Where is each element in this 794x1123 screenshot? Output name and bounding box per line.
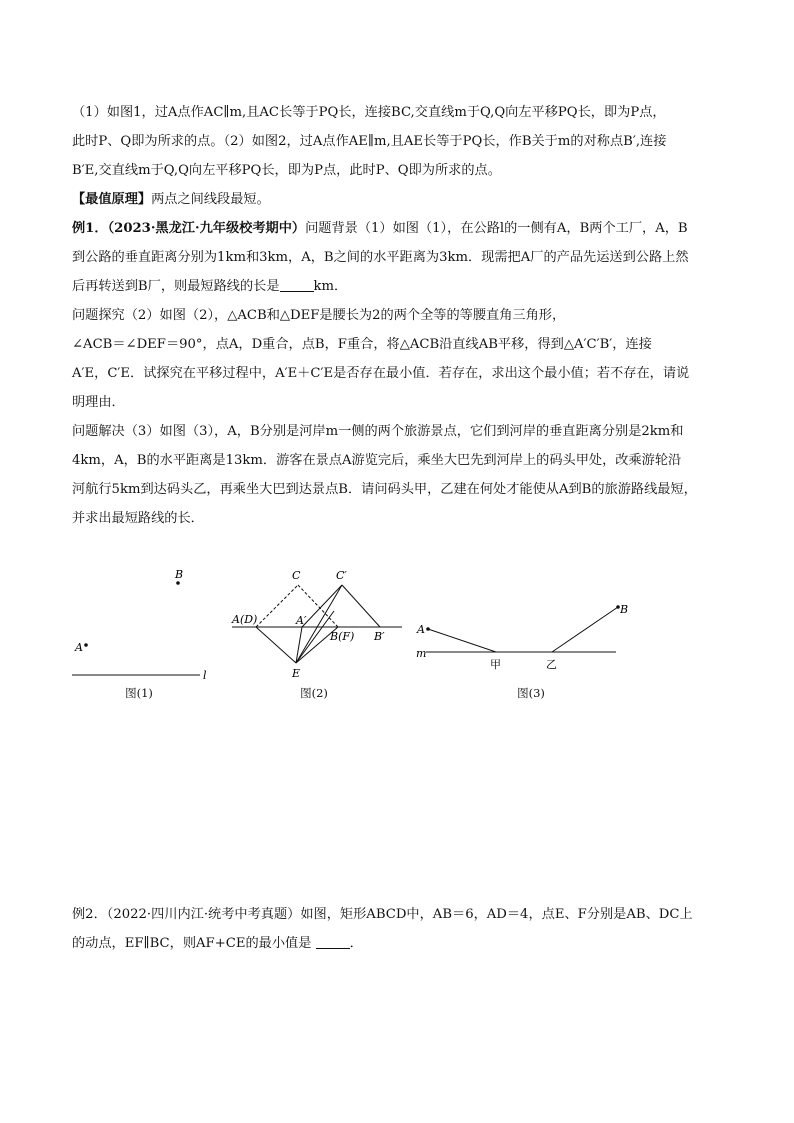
fig2-side-de <box>256 627 296 663</box>
example1-q2-l1: 问题探究（2）如图（2），△ACB和△DEF是腰长为2的两个全等的等腰直角三角形， <box>72 308 566 323</box>
fig3-seg-yi-b <box>552 607 618 652</box>
fig2-side-c2b2 <box>342 585 380 627</box>
example1-line-1 <box>72 214 724 243</box>
figure-3-svg <box>414 565 634 695</box>
example1-q1-l1: 问题背景（1）如图（1），在公路l的一侧有A，B两个工厂，A，B <box>305 221 688 236</box>
solution-line-3: B′E,交直线m于Q,Q向左平移PQ长，即为P点，此时P、Q即为所求的点。 <box>72 163 501 178</box>
fig3-label-a: A <box>417 623 425 636</box>
fig3-label-m: m <box>416 647 427 660</box>
solution-line-2: 此时P、Q即为所求的点。（2）如图2，过A点作AE∥m,且AE长等于PQ长，作B关于m的对称点B′,连接 <box>72 134 667 149</box>
principle-line <box>72 185 724 214</box>
figure-2-svg <box>230 565 410 695</box>
answer-blank-2 <box>316 934 350 949</box>
example1-q2-l4: 明理由． <box>72 395 125 410</box>
figures-row <box>72 565 712 710</box>
example1-q2-l3: A′E，C′E．试探究在平移过程中，A′E＋C′E是否存在最小值．若存在，求出这个最小值；若不存在，请说 <box>72 366 690 381</box>
fig1-caption: 图(1) <box>125 686 153 700</box>
fig3-label-yi: 乙 <box>546 658 557 671</box>
example1-q3-l3: 河航行5km到达码头乙，再乘坐大巴到达景点B．请问码头甲，乙建在何处才能使从A到B的旅游路线最短， <box>72 482 697 497</box>
fig3-seg-a-jia <box>428 629 496 652</box>
fig1-label-l: l <box>203 669 207 682</box>
figure-2 <box>230 565 410 699</box>
example1-q1-l3 <box>72 272 724 301</box>
example1-q1-l2: 到公路的垂直距离分别为1km和3km，A，B之间的水平距离为3km．现需把A厂的产品先运送到公路上然 <box>72 250 689 265</box>
example1-q1-l3b: km． <box>313 279 348 294</box>
fig1-point-a <box>84 643 88 647</box>
fig2-label-bf: B(F) <box>330 630 355 643</box>
fig2-label-a2: A′ <box>296 614 307 627</box>
fig3-label-jia: 甲 <box>490 658 501 671</box>
principle-text: 两点之间线段最短。 <box>151 192 270 207</box>
fig2-dashed-ac <box>256 585 298 627</box>
example2-line-2a: 的动点，EF∥BC，则AF+CE的最小值是 <box>72 936 312 951</box>
fig3-label-b: B <box>620 603 629 616</box>
figure-1-svg <box>72 565 212 695</box>
fig1-label-a: A <box>75 641 83 654</box>
solution-line-1: （1）如图1，过A点作AC∥m,且AC长等于PQ长，连接BC,交直线m于Q,Q向左平移PQ长，即为P点， <box>72 105 666 120</box>
fig1-point-b <box>176 581 180 585</box>
fig2-label-e: E <box>292 667 301 680</box>
example2-block <box>72 900 724 958</box>
example1-q1-l3a: 后再转送到B厂，则最短路线的长是 <box>72 279 280 294</box>
example1-q3-l2: 4km，A，B的水平距离是13km．游客在景点A游览完后，乘坐大巴先到河岸上的码头甲处，改乘游轮沿 <box>72 453 682 468</box>
example1-q3-l1: 问题解决（3）如图（3），A，B分别是河岸m一侧的两个旅游景点，它们到河岸的垂直距离分别是2km和 <box>72 424 684 439</box>
example1-head: 例1．（2023·黑龙江·九年级校考期中） <box>72 221 306 236</box>
fig2-label-c2: C′ <box>336 569 347 582</box>
fig1-label-b: B <box>175 568 184 581</box>
figure-3 <box>414 565 634 699</box>
fig2-label-ad: A(D) <box>232 613 258 626</box>
example1-q2-l2: ∠ACB＝∠DEF＝90°，点A，D重合，点B，F重合，将△ACB沿直线AB平移，得到△A′C′B′，连接 <box>72 337 652 352</box>
fig2-caption: 图(2) <box>300 686 328 700</box>
example2-line-2 <box>72 929 724 958</box>
example2-line-1: 例2．（2022·四川内江·统考中考真题）如图，矩形ABCD中，AB＝6，AD＝4，点E、F分别是AB、DC上 <box>72 907 693 922</box>
answer-blank-1 <box>280 277 314 292</box>
page-body <box>72 98 724 533</box>
fig2-label-b2: B′ <box>374 630 385 643</box>
figure-1 <box>72 565 212 699</box>
fig2-label-c: C <box>292 569 301 582</box>
example1-q3-l4: 并求出最短路线的长． <box>72 511 204 526</box>
example2-line-2b: ． <box>349 936 363 951</box>
fig3-caption: 图(3) <box>517 686 545 700</box>
principle-label: 【最值原理】 <box>72 192 152 207</box>
fig2-side-a2c2 <box>302 585 342 627</box>
